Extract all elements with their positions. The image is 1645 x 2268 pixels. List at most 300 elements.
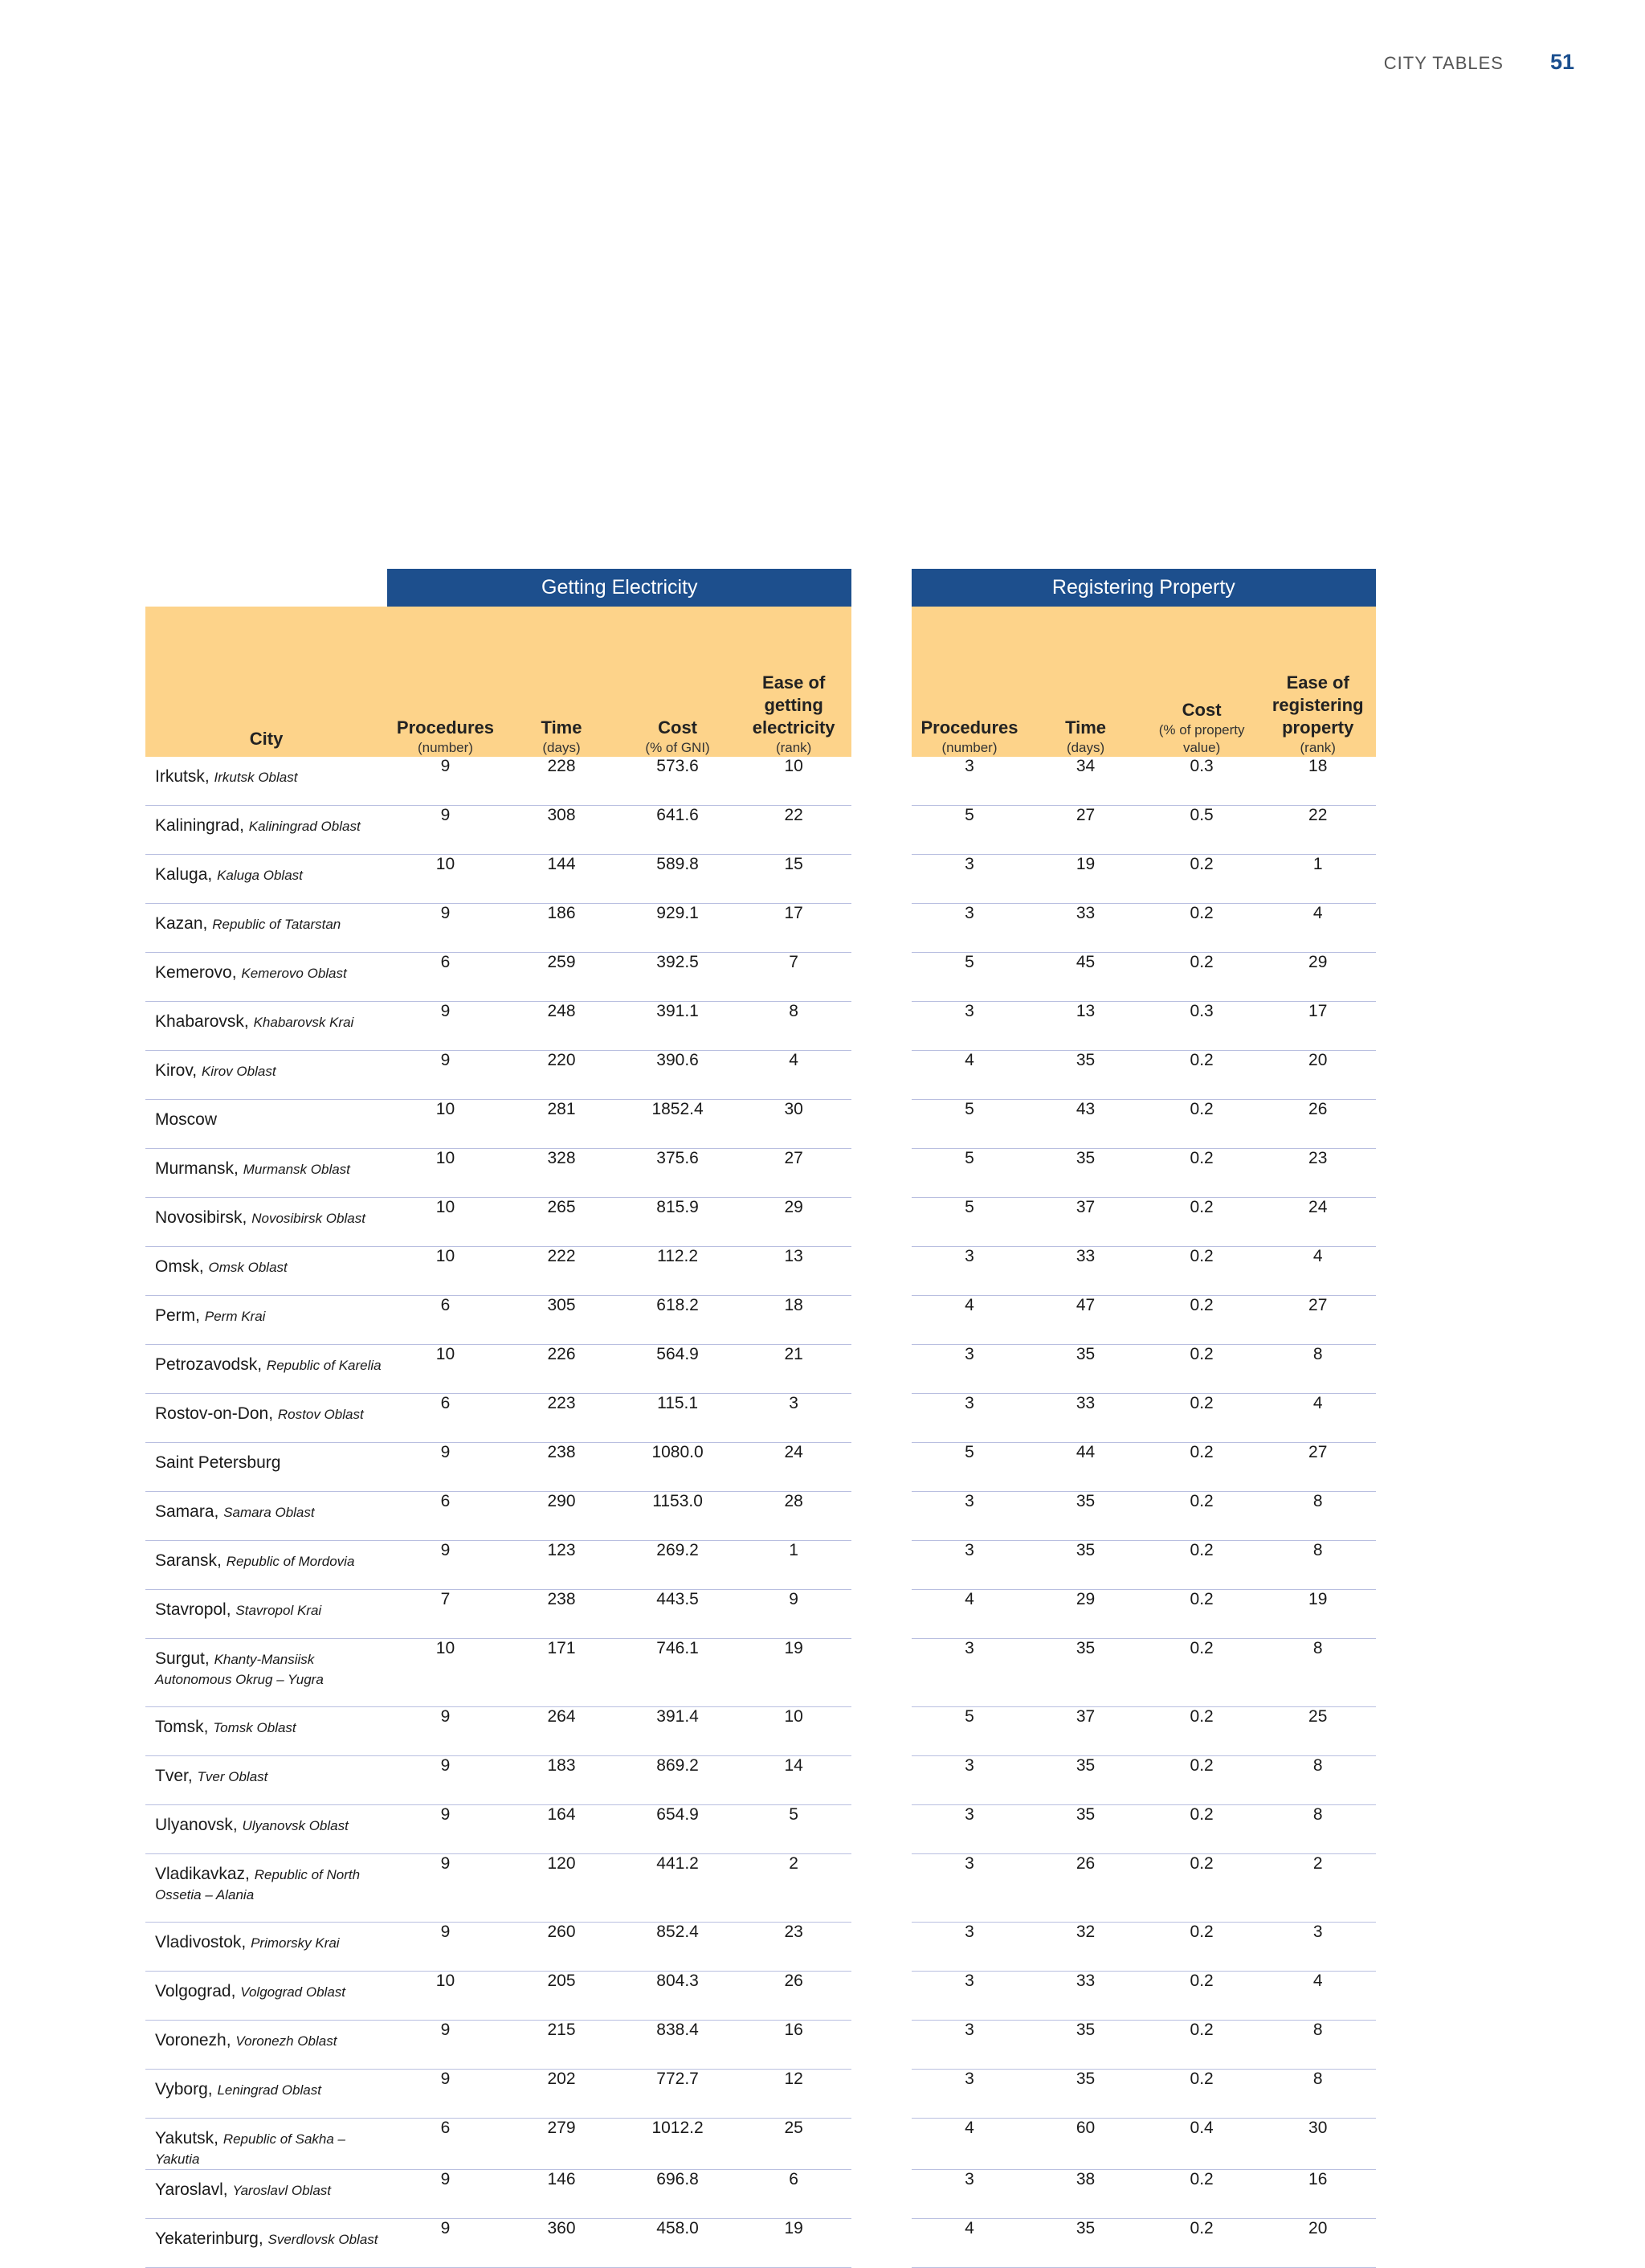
cell-p-rank: 8 — [1259, 1639, 1376, 1707]
column-gap — [851, 1002, 911, 1051]
cell-p-cost: 0.2 — [1144, 1639, 1260, 1707]
city-cell — [145, 2119, 387, 2170]
page-number: 51 — [1549, 50, 1574, 74]
column-gap — [851, 2119, 911, 2170]
cell-p-rank: 30 — [1259, 2119, 1376, 2170]
cell-p-rank: 4 — [1259, 1247, 1376, 1296]
cell-p-time: 60 — [1027, 2119, 1144, 2170]
region-name: Primorsky Krai — [251, 1935, 340, 1951]
column-header-city-label: City — [249, 729, 284, 749]
cell-e-proc: 9 — [387, 1805, 504, 1854]
region-name: Yaroslavl Oblast — [232, 2183, 332, 2198]
cell-p-time: 44 — [1027, 1443, 1144, 1492]
cell-e-time: 228 — [504, 757, 620, 806]
column-gap — [851, 1051, 911, 1100]
cell-e-rank: 21 — [736, 1345, 852, 1394]
cell-p-rank: 16 — [1259, 2170, 1376, 2219]
cell-p-rank: 4 — [1259, 1394, 1376, 1443]
cell-p-cost: 0.2 — [1144, 1247, 1260, 1296]
city-name: Tomsk, — [155, 1718, 209, 1736]
city-name: Irkutsk, — [155, 767, 210, 786]
city-cell — [145, 855, 387, 904]
column-header-row — [145, 607, 1376, 757]
cell-e-proc: 9 — [387, 2021, 504, 2070]
page-header — [1384, 50, 1574, 75]
cell-e-cost: 1012.2 — [619, 2119, 736, 2170]
cell-p-cost: 0.2 — [1144, 1198, 1260, 1247]
cell-e-cost: 869.2 — [619, 1756, 736, 1805]
city-cell — [145, 1198, 387, 1247]
column-gap — [851, 1345, 911, 1394]
cell-e-rank: 18 — [736, 1296, 852, 1345]
column-gap — [851, 1707, 911, 1756]
cell-p-rank: 17 — [1259, 1002, 1376, 1051]
table-body — [145, 757, 1376, 2268]
cell-e-proc: 9 — [387, 806, 504, 855]
region-name: Rostov Oblast — [277, 1407, 364, 1422]
city-cell — [145, 1002, 387, 1051]
column-gap — [851, 1492, 911, 1541]
cell-e-cost: 1852.4 — [619, 1100, 736, 1149]
cell-e-cost: 573.6 — [619, 757, 736, 806]
cell-p-cost: 0.2 — [1144, 904, 1260, 953]
cell-e-time: 146 — [504, 2170, 620, 2219]
column-gap — [851, 953, 911, 1002]
city-cell — [145, 1590, 387, 1639]
cell-p-cost: 0.3 — [1144, 1002, 1260, 1051]
cell-p-rank: 29 — [1259, 953, 1376, 1002]
cell-p-proc: 5 — [912, 1707, 1028, 1756]
cell-e-time: 222 — [504, 1247, 620, 1296]
city-cell — [145, 1247, 387, 1296]
cell-e-rank: 6 — [736, 2170, 852, 2219]
cell-e-rank: 27 — [736, 1149, 852, 1198]
band-spacer — [145, 569, 387, 607]
column-gap — [851, 1756, 911, 1805]
cell-p-proc: 4 — [912, 2219, 1028, 2268]
cell-e-cost: 746.1 — [619, 1639, 736, 1707]
cell-e-time: 220 — [504, 1051, 620, 1100]
cell-e-cost: 1153.0 — [619, 1492, 736, 1541]
column-header-e-rank-unit: (rank) — [775, 740, 812, 755]
city-cell — [145, 1345, 387, 1394]
cell-p-time: 37 — [1027, 1198, 1144, 1247]
cell-e-rank: 22 — [736, 806, 852, 855]
cell-p-cost: 0.5 — [1144, 806, 1260, 855]
city-name: Kirov, — [155, 1061, 198, 1080]
cell-e-cost: 1080.0 — [619, 1443, 736, 1492]
city-cell — [145, 1707, 387, 1756]
column-header-e-cost-unit: (% of GNI) — [645, 740, 710, 755]
column-header-p-cost-label: Cost — [1182, 700, 1222, 720]
table-row — [145, 1805, 1376, 1854]
cell-e-proc: 10 — [387, 855, 504, 904]
column-header-e-cost-label: Cost — [658, 717, 698, 738]
region-name: Kaluga Oblast — [217, 868, 303, 883]
cell-p-cost: 0.2 — [1144, 1492, 1260, 1541]
column-gap — [851, 1541, 911, 1590]
cell-e-time: 120 — [504, 1854, 620, 1923]
cell-p-proc: 3 — [912, 1492, 1028, 1541]
cell-p-rank: 8 — [1259, 1492, 1376, 1541]
cell-p-time: 26 — [1027, 1854, 1144, 1923]
cell-p-rank: 20 — [1259, 2219, 1376, 2268]
cell-p-cost: 0.2 — [1144, 2219, 1260, 2268]
cell-p-proc: 3 — [912, 2021, 1028, 2070]
city-name: Voronezh, — [155, 2031, 231, 2049]
cell-p-time: 33 — [1027, 904, 1144, 953]
cell-e-proc: 10 — [387, 1149, 504, 1198]
cell-p-time: 35 — [1027, 1051, 1144, 1100]
cell-e-time: 265 — [504, 1198, 620, 1247]
cell-e-rank: 12 — [736, 2070, 852, 2119]
table-row — [145, 1149, 1376, 1198]
cell-e-time: 290 — [504, 1492, 620, 1541]
table-row — [145, 1002, 1376, 1051]
region-name: Perm Krai — [204, 1309, 266, 1324]
cell-e-proc: 9 — [387, 757, 504, 806]
city-cell — [145, 1149, 387, 1198]
cell-e-cost: 112.2 — [619, 1247, 736, 1296]
cell-e-proc: 9 — [387, 2219, 504, 2268]
column-header-p-time-unit: (days) — [1066, 740, 1105, 755]
cell-p-proc: 3 — [912, 904, 1028, 953]
cell-e-proc: 9 — [387, 1707, 504, 1756]
cell-p-cost: 0.2 — [1144, 2070, 1260, 2119]
city-cell — [145, 757, 387, 806]
column-header-p-proc-label: Procedures — [920, 717, 1018, 738]
cell-e-rank: 25 — [736, 2119, 852, 2170]
city-name: Kaluga, — [155, 865, 213, 884]
column-gap — [851, 1972, 911, 2021]
cell-p-cost: 0.2 — [1144, 1100, 1260, 1149]
region-name: Samara Oblast — [223, 1505, 315, 1520]
cell-p-cost: 0.2 — [1144, 855, 1260, 904]
column-gap — [851, 1590, 911, 1639]
cell-e-cost: 564.9 — [619, 1345, 736, 1394]
cell-p-cost: 0.2 — [1144, 1923, 1260, 1972]
region-name: Kaliningrad Oblast — [248, 819, 361, 834]
cell-p-proc: 3 — [912, 1923, 1028, 1972]
cell-e-proc: 9 — [387, 1051, 504, 1100]
column-header-e-time — [504, 607, 620, 757]
cell-p-cost: 0.2 — [1144, 1394, 1260, 1443]
cell-e-proc: 9 — [387, 1854, 504, 1923]
table-row — [145, 1051, 1376, 1100]
table-row — [145, 1394, 1376, 1443]
column-gap — [851, 2070, 911, 2119]
column-header-p-proc-unit: (number) — [941, 740, 998, 755]
cell-e-proc: 9 — [387, 1923, 504, 1972]
table-row — [145, 2219, 1376, 2268]
cell-e-proc: 9 — [387, 1541, 504, 1590]
cell-p-rank: 4 — [1259, 904, 1376, 953]
column-gap — [851, 1198, 911, 1247]
cell-p-rank: 25 — [1259, 1707, 1376, 1756]
city-cell — [145, 1394, 387, 1443]
column-header-p-proc — [912, 607, 1028, 757]
cell-e-rank: 26 — [736, 1972, 852, 2021]
cell-p-time: 33 — [1027, 1972, 1144, 2021]
cell-p-time: 34 — [1027, 757, 1144, 806]
cell-p-proc: 4 — [912, 1051, 1028, 1100]
column-gap — [851, 2021, 911, 2070]
cell-e-cost: 391.4 — [619, 1707, 736, 1756]
cell-e-rank: 9 — [736, 1590, 852, 1639]
cell-p-time: 45 — [1027, 953, 1144, 1002]
region-name: Tomsk Oblast — [213, 1720, 296, 1735]
cell-e-proc: 6 — [387, 1296, 504, 1345]
city-cell — [145, 1972, 387, 2021]
table-row — [145, 1541, 1376, 1590]
column-gap — [851, 1443, 911, 1492]
cell-e-cost: 269.2 — [619, 1541, 736, 1590]
city-name: Stavropol, — [155, 1600, 231, 1619]
column-header-e-rank — [736, 607, 852, 757]
cell-p-proc: 3 — [912, 2170, 1028, 2219]
cell-p-proc: 4 — [912, 2119, 1028, 2170]
cell-p-cost: 0.2 — [1144, 1756, 1260, 1805]
city-name: Tver, — [155, 1767, 193, 1785]
cell-p-time: 35 — [1027, 2070, 1144, 2119]
cell-e-time: 238 — [504, 1443, 620, 1492]
cell-p-proc: 3 — [912, 855, 1028, 904]
cell-e-proc: 10 — [387, 1639, 504, 1707]
column-header-p-rank-label: Ease of registering property — [1272, 672, 1364, 738]
column-gap — [851, 2219, 911, 2268]
cell-p-proc: 3 — [912, 1756, 1028, 1805]
cell-p-time: 35 — [1027, 1541, 1144, 1590]
cell-e-rank: 4 — [736, 1051, 852, 1100]
cell-e-proc: 10 — [387, 1247, 504, 1296]
table-row — [145, 1639, 1376, 1707]
cell-e-proc: 7 — [387, 1590, 504, 1639]
cell-p-proc: 3 — [912, 1394, 1028, 1443]
city-cell — [145, 2021, 387, 2070]
city-name: Kaliningrad, — [155, 816, 244, 835]
cell-p-cost: 0.3 — [1144, 757, 1260, 806]
table-row — [145, 1100, 1376, 1149]
cell-e-cost: 443.5 — [619, 1590, 736, 1639]
cell-p-proc: 3 — [912, 1541, 1028, 1590]
cell-p-cost: 0.2 — [1144, 1443, 1260, 1492]
cell-p-rank: 3 — [1259, 1923, 1376, 1972]
cell-p-time: 35 — [1027, 2021, 1144, 2070]
region-name: Irkutsk Oblast — [214, 770, 298, 785]
cell-e-cost: 696.8 — [619, 2170, 736, 2219]
column-gap — [851, 1394, 911, 1443]
table-row — [145, 855, 1376, 904]
cell-e-time: 360 — [504, 2219, 620, 2268]
table-row — [145, 1972, 1376, 2021]
cell-e-rank: 13 — [736, 1247, 852, 1296]
cell-p-cost: 0.2 — [1144, 1707, 1260, 1756]
cell-e-time: 183 — [504, 1756, 620, 1805]
region-name: Volgograd Oblast — [240, 1984, 345, 2000]
column-header-p-cost — [1144, 607, 1260, 757]
cell-p-rank: 26 — [1259, 1100, 1376, 1149]
column-header-p-time — [1027, 607, 1144, 757]
cell-p-rank: 2 — [1259, 1854, 1376, 1923]
city-cell — [145, 1923, 387, 1972]
region-name: Khabarovsk Krai — [253, 1015, 354, 1030]
region-name: Republic of Sakha – Yakutia — [155, 2131, 345, 2167]
table-row — [145, 2021, 1376, 2070]
city-cell — [145, 2070, 387, 2119]
cell-p-cost: 0.2 — [1144, 953, 1260, 1002]
cell-p-proc: 3 — [912, 757, 1028, 806]
column-header-p-cost-unit: (% of property value) — [1158, 722, 1245, 755]
cell-p-proc: 5 — [912, 806, 1028, 855]
region-name: Republic of North Ossetia – Alania — [155, 1867, 361, 1902]
region-name: Omsk Oblast — [208, 1260, 288, 1275]
column-header-p-rank — [1259, 607, 1376, 757]
cell-p-cost: 0.2 — [1144, 1051, 1260, 1100]
cell-e-time: 281 — [504, 1100, 620, 1149]
cell-e-time: 238 — [504, 1590, 620, 1639]
cell-p-time: 29 — [1027, 1590, 1144, 1639]
cell-e-cost: 115.1 — [619, 1394, 736, 1443]
cell-e-cost: 391.1 — [619, 1002, 736, 1051]
cell-p-time: 35 — [1027, 1345, 1144, 1394]
region-name: Ulyanovsk Oblast — [242, 1818, 349, 1833]
column-header-e-rank-label: Ease of getting electricity — [752, 672, 835, 738]
table-row — [145, 904, 1376, 953]
cell-e-time: 279 — [504, 2119, 620, 2170]
cell-p-time: 37 — [1027, 1707, 1144, 1756]
group-title-property: Registering Property — [912, 569, 1376, 607]
city-name: Kemerovo, — [155, 963, 237, 982]
city-cell — [145, 1541, 387, 1590]
column-header-city — [145, 607, 387, 757]
city-tables — [145, 569, 1376, 2268]
cell-p-rank: 19 — [1259, 1590, 1376, 1639]
cell-e-cost: 838.4 — [619, 2021, 736, 2070]
column-header-e-time-unit: (days) — [542, 740, 581, 755]
cell-p-time: 38 — [1027, 2170, 1144, 2219]
table-row — [145, 1707, 1376, 1756]
cell-e-time: 328 — [504, 1149, 620, 1198]
cell-e-rank: 23 — [736, 1923, 852, 1972]
cell-e-rank: 10 — [736, 1707, 852, 1756]
cell-p-cost: 0.2 — [1144, 1296, 1260, 1345]
column-gap — [851, 1854, 911, 1923]
cell-p-proc: 3 — [912, 1639, 1028, 1707]
cell-e-cost: 772.7 — [619, 2070, 736, 2119]
cell-p-cost: 0.2 — [1144, 1805, 1260, 1854]
cell-p-proc: 3 — [912, 1247, 1028, 1296]
cell-p-proc: 3 — [912, 2070, 1028, 2119]
table-row — [145, 806, 1376, 855]
city-cell — [145, 953, 387, 1002]
cell-e-rank: 29 — [736, 1198, 852, 1247]
cell-p-proc: 3 — [912, 1854, 1028, 1923]
group-title-row — [145, 569, 1376, 607]
cell-p-time: 33 — [1027, 1394, 1144, 1443]
cell-e-rank: 3 — [736, 1394, 852, 1443]
table-row — [145, 1443, 1376, 1492]
cell-p-time: 13 — [1027, 1002, 1144, 1051]
cell-e-rank: 28 — [736, 1492, 852, 1541]
cell-p-cost: 0.4 — [1144, 2119, 1260, 2170]
region-name: Republic of Tatarstan — [212, 917, 341, 932]
cell-p-rank: 8 — [1259, 1541, 1376, 1590]
cell-p-rank: 8 — [1259, 2021, 1376, 2070]
cell-p-proc: 3 — [912, 1345, 1028, 1394]
column-gap — [851, 1149, 911, 1198]
cell-e-time: 226 — [504, 1345, 620, 1394]
city-cell — [145, 1051, 387, 1100]
column-gap — [851, 1296, 911, 1345]
table-row — [145, 2070, 1376, 2119]
cell-e-rank: 8 — [736, 1002, 852, 1051]
region-name: Voronezh Oblast — [235, 2033, 337, 2049]
cell-p-proc: 3 — [912, 1972, 1028, 2021]
city-name: Murmansk, — [155, 1159, 239, 1178]
cell-p-time: 33 — [1027, 1247, 1144, 1296]
cell-e-cost: 458.0 — [619, 2219, 736, 2268]
cell-p-cost: 0.2 — [1144, 2170, 1260, 2219]
band-gap — [851, 569, 911, 607]
cell-e-cost: 654.9 — [619, 1805, 736, 1854]
cell-e-time: 308 — [504, 806, 620, 855]
cell-p-proc: 4 — [912, 1590, 1028, 1639]
cell-e-time: 260 — [504, 1923, 620, 1972]
cell-e-time: 259 — [504, 953, 620, 1002]
cell-e-time: 223 — [504, 1394, 620, 1443]
cell-e-cost: 815.9 — [619, 1198, 736, 1247]
cell-e-rank: 30 — [736, 1100, 852, 1149]
cell-e-proc: 6 — [387, 1492, 504, 1541]
cell-e-rank: 1 — [736, 1541, 852, 1590]
cell-p-proc: 3 — [912, 1002, 1028, 1051]
cell-p-time: 43 — [1027, 1100, 1144, 1149]
column-header-e-proc-unit: (number) — [417, 740, 473, 755]
cell-e-rank: 2 — [736, 1854, 852, 1923]
city-name: Yakutsk, — [155, 2129, 218, 2147]
cell-e-cost: 392.5 — [619, 953, 736, 1002]
cell-p-cost: 0.2 — [1144, 1149, 1260, 1198]
table-row — [145, 1756, 1376, 1805]
column-gap — [851, 2170, 911, 2219]
table-row — [145, 1247, 1376, 1296]
column-gap — [851, 904, 911, 953]
cell-e-proc: 9 — [387, 1443, 504, 1492]
cell-e-time: 264 — [504, 1707, 620, 1756]
cell-e-proc: 9 — [387, 1002, 504, 1051]
city-cell — [145, 1805, 387, 1854]
table-row — [145, 1345, 1376, 1394]
cell-e-rank: 19 — [736, 2219, 852, 2268]
cell-e-proc: 10 — [387, 1198, 504, 1247]
cell-p-time: 19 — [1027, 855, 1144, 904]
city-name: Saransk, — [155, 1551, 222, 1570]
city-cell — [145, 1639, 387, 1707]
cell-e-proc: 10 — [387, 1100, 504, 1149]
cell-e-time: 171 — [504, 1639, 620, 1707]
cell-e-rank: 7 — [736, 953, 852, 1002]
table-row — [145, 1854, 1376, 1923]
city-name: Volgograd, — [155, 1982, 236, 2000]
cell-e-rank: 24 — [736, 1443, 852, 1492]
cell-p-rank: 1 — [1259, 855, 1376, 904]
cell-e-cost: 618.2 — [619, 1296, 736, 1345]
cell-e-time: 305 — [504, 1296, 620, 1345]
cell-e-time: 164 — [504, 1805, 620, 1854]
table-row — [145, 953, 1376, 1002]
table-row — [145, 1198, 1376, 1247]
cell-e-rank: 10 — [736, 757, 852, 806]
